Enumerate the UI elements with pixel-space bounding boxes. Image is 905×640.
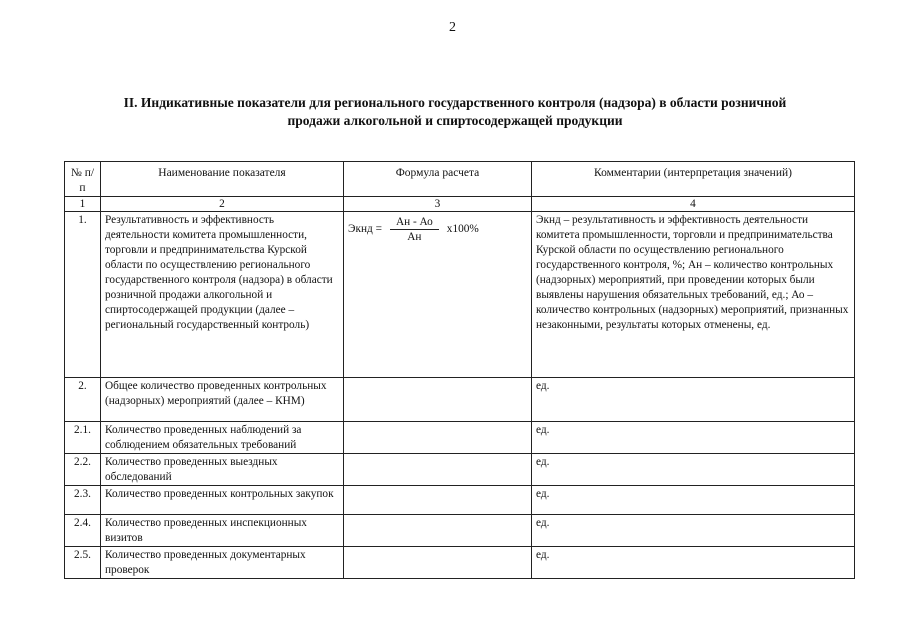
indicator-name: Количество проведенных инспекционных визитов	[101, 515, 344, 547]
comment-cell: ед.	[532, 486, 855, 515]
indicator-name: Общее количество проведенных контрольных (надзорных) мероприятий (далее – КНМ)	[101, 378, 344, 422]
comment-cell: ед.	[532, 422, 855, 454]
comment-cell: ед.	[532, 454, 855, 486]
table-row	[65, 422, 855, 454]
column-number-row	[65, 197, 855, 212]
heading-line-2: продажи алкогольной и спиртосодержащей продукции	[287, 113, 623, 128]
table-header-row	[65, 162, 855, 197]
formula-lhs: Экнд =	[348, 223, 382, 235]
section-heading	[60, 94, 850, 130]
formula-cell	[344, 212, 532, 378]
table-row	[65, 378, 855, 422]
header-num: № п/п	[65, 162, 101, 197]
row-number: 1.	[65, 212, 101, 378]
formula-cell	[344, 486, 532, 515]
page-number: 2	[449, 20, 456, 35]
indicators-table	[64, 161, 855, 579]
row-number: 2.1.	[65, 422, 101, 454]
comment-cell: ед.	[532, 547, 855, 579]
row-number: 2.4.	[65, 515, 101, 547]
formula-denominator: Ан	[407, 231, 422, 243]
table-row	[65, 486, 855, 515]
indicator-name: Количество проведенных наблюдений за соблюдением обязательных требований	[101, 422, 344, 454]
indicator-name: Количество проведенных контрольных закупок	[101, 486, 344, 515]
formula-numerator: Ан - Ао	[390, 215, 439, 230]
column-number: 3	[344, 197, 532, 212]
formula-cell	[344, 454, 532, 486]
formula-cell	[344, 422, 532, 454]
formula-fraction	[390, 215, 439, 244]
indicator-name: Количество проведенных документарных проверок	[101, 547, 344, 579]
heading-line-1: II. Индикативные показатели для регионального государственного контроля (надзора) в области розничной	[123, 95, 787, 110]
formula	[348, 213, 527, 244]
formula-cell	[344, 378, 532, 422]
row-number: 2.5.	[65, 547, 101, 579]
row-number: 2.3.	[65, 486, 101, 515]
comment-cell: ед.	[532, 378, 855, 422]
row-number: 2.2.	[65, 454, 101, 486]
column-number: 1	[65, 197, 101, 212]
indicator-name: Количество проведенных выездных обследований	[101, 454, 344, 486]
table-row	[65, 547, 855, 579]
column-number: 2	[101, 197, 344, 212]
table-row	[65, 212, 855, 378]
formula-cell	[344, 547, 532, 579]
comment-cell: Экнд – результативность и эффективность деятельности комитета промышленности, торговли и предпринимательства Курской области по осуществлению регионального государственного контроля, %; Ан – количество контрольных (надзорных) мероприятий, при проведении которых были выявлены нарушения обязательных требований, ед.; Ао – количество контрольных (надзорных) мероприятий, признанных незаконными, результаты которых отменены, ед.	[532, 212, 855, 378]
table-row	[65, 515, 855, 547]
column-number: 4	[532, 197, 855, 212]
formula-suffix: х100%	[446, 223, 479, 235]
header-formula: Формула расчета	[344, 162, 532, 197]
header-name: Наименование показателя	[101, 162, 344, 197]
indicator-name: Результативность и эффективность деятельности комитета промышленности, торговли и предпринимательства Курской области по осуществлению регионального государственного контроля (надзора) в области розничной продажи алкогольной и спиртосодержащей продукции (далее – региональный государственный контроль)	[101, 212, 344, 378]
table-row	[65, 454, 855, 486]
formula-cell	[344, 515, 532, 547]
row-number: 2.	[65, 378, 101, 422]
comment-cell: ед.	[532, 515, 855, 547]
header-comment: Комментарии (интерпретация значений)	[532, 162, 855, 197]
